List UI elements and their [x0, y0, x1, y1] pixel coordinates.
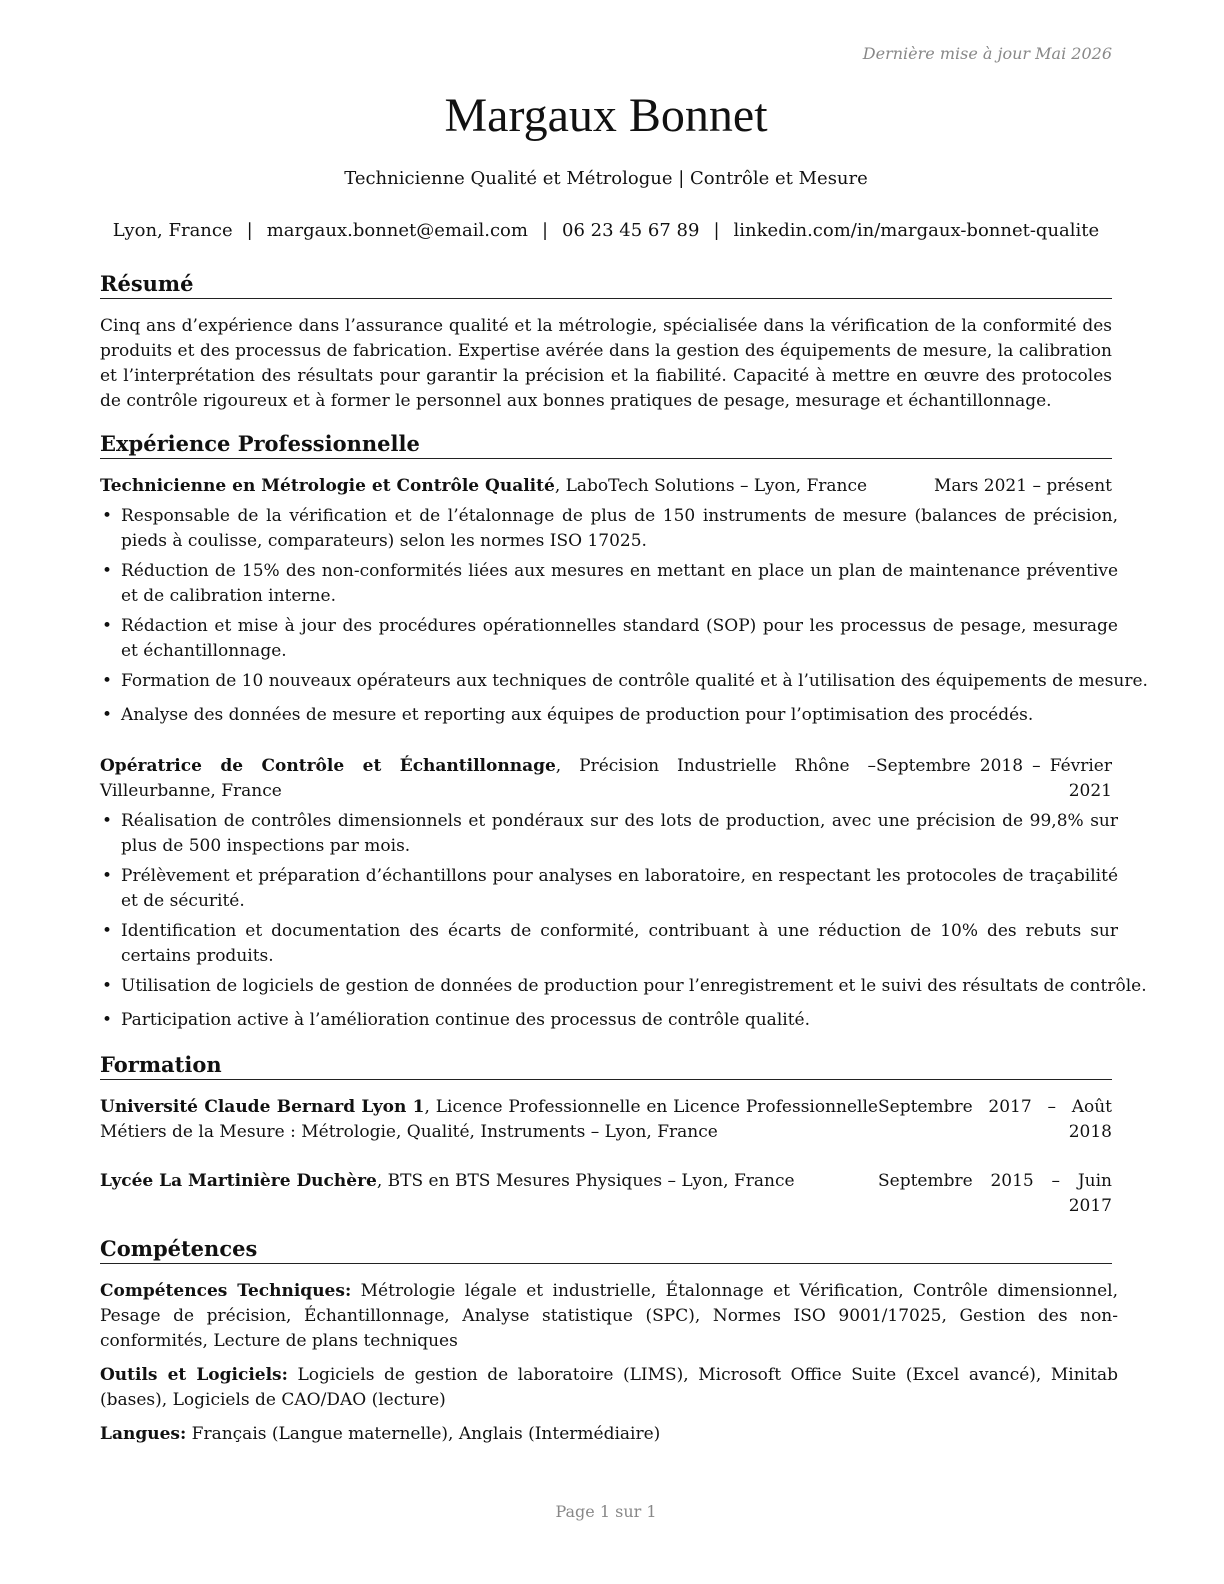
skills-text: Français (Langue maternelle), Anglais (Intermédiaire) [186, 1424, 661, 1444]
skills-label: Compétences Techniques: [100, 1281, 352, 1301]
job-role: Opératrice de Contrôle et Échantillonnage [100, 756, 556, 776]
contact-location: Lyon, France [112, 220, 233, 241]
contact-separator: | [541, 220, 549, 241]
page-number: Page 1 sur 1 [555, 1502, 657, 1521]
section-title-experience: Expérience Professionnelle [100, 431, 1112, 459]
section-title-skills: Compétences [100, 1236, 1112, 1264]
skills-label: Outils et Logiciels: [100, 1365, 288, 1385]
skills-text: Logiciels de gestion de laboratoire (LIMS), Microsoft Office Suite (Excel avancé), Minitab (bases), Logiciels de CAO/DAO (lecture) [100, 1365, 1118, 1410]
contact-separator: | [713, 220, 720, 241]
job-bullets [100, 809, 1147, 1033]
list-item: • Réalisation de contrôles dimensionnels et pondéraux sur des lots de production, avec une précision de 99,8% sur plus de 500 inspections par mois. [100, 809, 1118, 859]
skills-text: Métrologie légale et industrielle, Étalonnage et Vérification, Contrôle dimensionnel, Pesage de précision, Échantillonnage, Analyse statistique (SPC), Normes ISO 9001/17025, Gestion des non-conformités, Lecture de plans techniques [100, 1281, 1118, 1351]
job-header [100, 754, 1112, 804]
contact-phone[interactable]: 06 23 45 67 89 [562, 220, 700, 241]
job-title-line [100, 474, 867, 499]
skills-label: Langues: [100, 1424, 187, 1444]
last-updated: Dernière mise à jour Mai 2026 [862, 44, 1112, 63]
education-title-line [100, 1169, 860, 1194]
list-item: • Rédaction et mise à jour des procédures opérationnelles standard (SOP) pour les processus de pesage, mesurage et échantillonnage. [100, 614, 1118, 664]
list-item: • Réduction de 15% des non-conformités liées aux mesures en mettant en place un plan de maintenance préventive et de calibration interne. [100, 559, 1118, 609]
job-header [100, 474, 1112, 499]
candidate-name: Margaux Bonnet [444, 89, 768, 142]
education-degree: , Licence Professionnelle en Licence Professionnelle Métiers de la Mesure : Métrologie, Qualité, Instruments – Lyon, France [100, 1097, 878, 1142]
list-item: • Prélèvement et préparation d’échantillons pour analyses en laboratoire, en respectant les protocoles de traçabilité et de sécurité. [100, 864, 1118, 914]
skills-languages [100, 1422, 1118, 1447]
contact-line [80, 220, 1132, 241]
education-degree: , BTS en BTS Mesures Physiques – Lyon, France [376, 1171, 795, 1191]
skills-technical [100, 1279, 1118, 1354]
list-item: • Responsable de la vérification et de l’étalonnage de plus de 150 instruments de mesure (balances de précision, pieds à coulisse, comparateurs) selon les normes ISO 17025. [100, 504, 1118, 554]
education-item [100, 1169, 1112, 1219]
job-role: Technicienne en Métrologie et Contrôle Qualité [100, 476, 555, 496]
education-title-line [100, 1095, 878, 1145]
education-school: Université Claude Bernard Lyon 1 [100, 1097, 425, 1117]
job-dates: Mars 2021 – présent [933, 476, 1112, 496]
section-title-education: Formation [100, 1052, 1112, 1080]
job-bullets [100, 504, 1148, 728]
list-item: • Analyse des données de mesure et reporting aux équipes de production pour l’optimisation des procédés. [100, 703, 1118, 728]
list-item: • Formation de 10 nouveaux opérateurs aux techniques de contrôle qualité et à l’utilisation des équipements de mesure. [100, 669, 1118, 694]
list-item: • Identification et documentation des écarts de conformité, contribuant à une réduction de 10% des rebuts sur certains produits. [100, 919, 1118, 969]
job-company: , Précision Industrielle Rhône – Villeurbanne, France [100, 756, 876, 801]
job-company: , LaboTech Solutions – Lyon, France [554, 476, 868, 496]
education-dates: Septembre 2015 – Juin 2017 [878, 1171, 1112, 1216]
education-item [100, 1095, 1112, 1145]
education-dates: Septembre 2017 – Août 2018 [878, 1097, 1112, 1142]
list-item: • Utilisation de logiciels de gestion de données de production pour l’enregistrement et le suivi des résultats de contrôle. [100, 974, 1118, 999]
job-dates: Septembre 2018 – Février 2021 [876, 756, 1112, 801]
contact-separator: | [246, 220, 253, 241]
job-title-line [100, 754, 876, 804]
section-title-summary: Résumé [100, 271, 1112, 299]
headline: Technicienne Qualité et Métrologue | Contrôle et Mesure [344, 168, 868, 189]
contact-email[interactable]: margaux.bonnet@email.com [266, 220, 528, 241]
summary-text: Cinq ans d’expérience dans l’assurance qualité et la métrologie, spécialisée dans la vérification de la conformité des produits et des processus de fabrication. Expertise avérée dans la gestion des équipements de mesure, la calibration et l’interprétation des résultats pour garantir la précision et la fiabilité. Capacité à mettre en œuvre des protocoles de contrôle rigoureux et à former le personnel aux bonnes pratiques de pesage, mesurage et échantillonnage. [100, 316, 1112, 411]
resume-page [100, 0, 1148, 1584]
list-item: • Participation active à l’amélioration continue des processus de contrôle qualité. [100, 1008, 1118, 1033]
contact-linkedin[interactable]: linkedin.com/in/margaux-bonnet-qualite [733, 220, 1100, 241]
skills-tools [100, 1363, 1118, 1413]
education-school: Lycée La Martinière Duchère [100, 1171, 377, 1191]
